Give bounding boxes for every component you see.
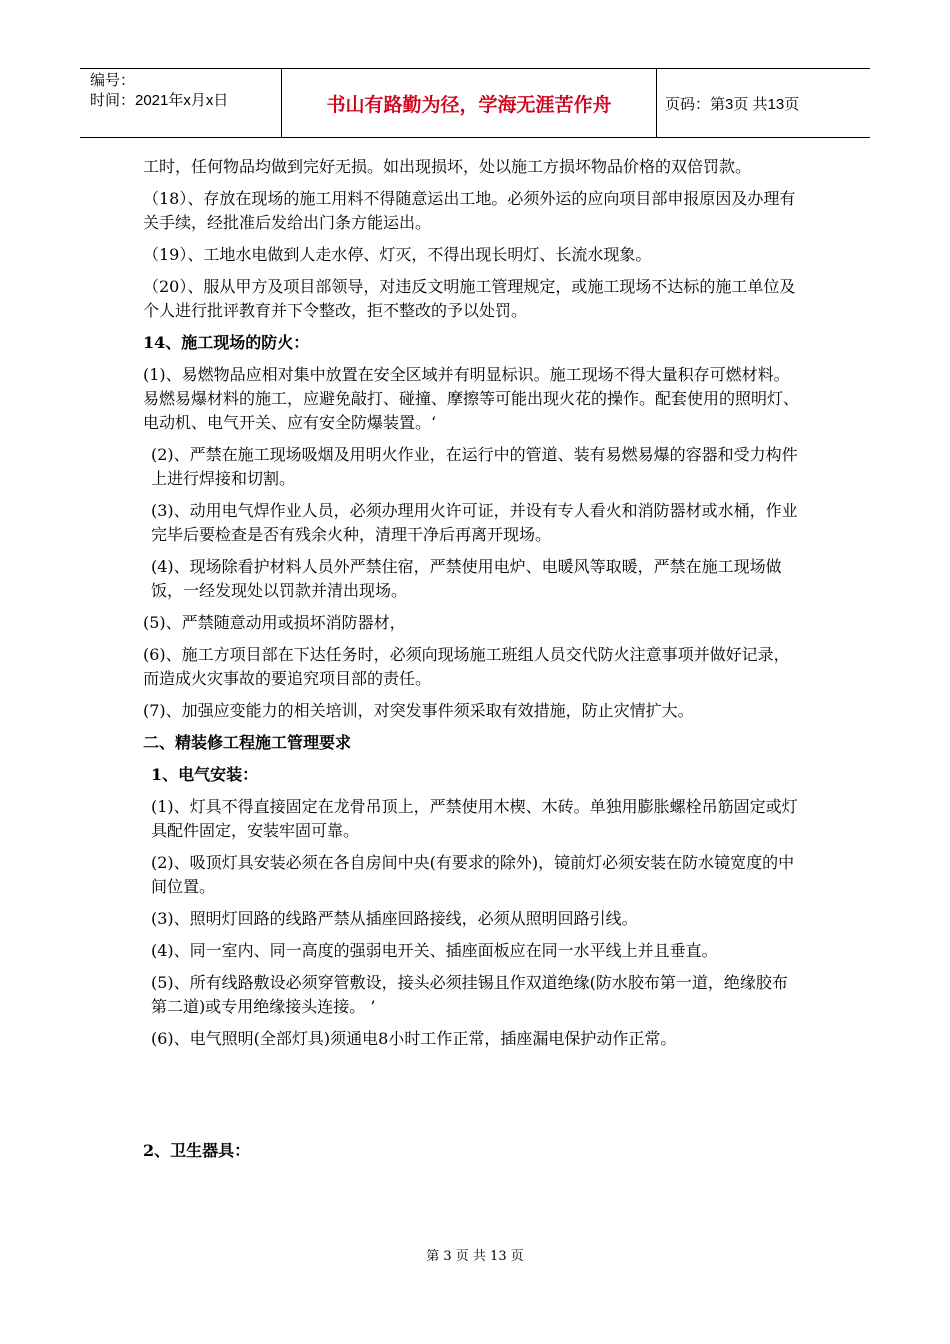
section-heading: 二、精装修工程施工管理要求 [143,733,352,752]
paragraph: 工时，任何物品均做到完好无损。如出现损坏，处以施工方损坏物品价格的双倍罚款。 [143,157,752,176]
paragraph: (2)、严禁在施工现场吸烟及用明火作业，在运行中的管道、装有易燃易爆的容器和受力构件上进行焊接和切割。 [151,445,798,488]
document-number: 编号： [90,72,136,89]
paragraph: (3)、动用电气焊作业人员，必须办理用火许可证，并设有专人看火和消防器材或水桶，作业完毕后要检查是否有残余火种，清理干净后再离开现场。 [151,501,798,544]
paragraph: (1)、灯具不得直接固定在龙骨吊顶上，严禁使用木楔、木砖。单独用膨胀螺栓吊筋固定或灯具配件固定，安装牢固可靠。 [151,797,798,840]
paragraph: (3)、照明灯回路的线路严禁从插座回路接线，必须从照明回路引线。 [151,909,638,928]
paragraph: (1)、易燃物品应相对集中放置在安全区域并有明显标识。施工现场不得大量积存可燃材料。易燃易爆材料的施工，应避免敲打、碰撞、摩擦等可能出现火花的操作。配套使用的照明灯、电动机、电气开关、应有安全防爆装置。‘ [143,365,800,432]
header-motto: 书山有路勤为径，学海无涯苦作舟 [282,69,657,137]
header-meta [80,69,282,137]
page-header [80,68,870,138]
document-date: 时间：2021年x月x日 [90,92,229,109]
paragraph: （18）、存放在现场的施工用料不得随意运出工地。必须外运的应向项目部申报原因及办理有关手续，经批准后发给出门条方能运出。 [143,189,796,232]
page-footer: 第 3 页 共 13 页 [426,1249,524,1264]
document-body [143,155,803,1171]
paragraph: (2)、吸顶灯具安装必须在各自房间中央(有要求的除外)，镜前灯必须安装在防水镜宽度的中间位置。 [151,853,795,896]
paragraph: (6)、电气照明(全部灯具)须通电8小时工作正常，插座漏电保护动作正常。 [151,1029,677,1048]
section-heading: 14、施工现场的防火： [143,333,310,352]
subsection-heading: 2、卫生器具： [143,1141,251,1160]
paragraph: (4)、现场除看护材料人员外严禁住宿，严禁使用电炉、电暖风等取暖，严禁在施工现场做饭，一经发现处以罚款并清出现场。 [151,557,782,600]
paragraph: （20）、服从甲方及项目部领导，对违反文明施工管理规定，或施工现场不达标的施工单位及个人进行批评教育并下令整改，拒不整改的予以处罚。 [143,277,796,320]
paragraph: (5)、严禁随意动用或损坏消防器材， [143,613,406,632]
paragraph: (5)、所有线路敷设必须穿管敷设，接头必须挂锡且作双道绝缘(防水胶布第一道，绝缘胶布第二道)或专用绝缘接头连接。 ’ [151,973,788,1016]
subsection-heading: 1、电气安装： [151,765,259,784]
paragraph: (4)、同一室内、同一高度的强弱电开关、插座面板应在同一水平线上并且垂直。 [151,941,718,960]
paragraph: （19）、工地水电做到人走水停、灯灭，不得出现长明灯、长流水现象。 [143,245,652,264]
header-page-info: 页码：第3页 共13页 [665,95,800,113]
paragraph: (7)、加强应变能力的相关培训，对突发事件须采取有效措施，防止灾情扩大。 [143,701,694,720]
paragraph: (6)、施工方项目部在下达任务时，必须向现场施工班组人员交代防火注意事项并做好记录，而造成火灾事故的要追究项目部的责任。 [143,645,790,688]
